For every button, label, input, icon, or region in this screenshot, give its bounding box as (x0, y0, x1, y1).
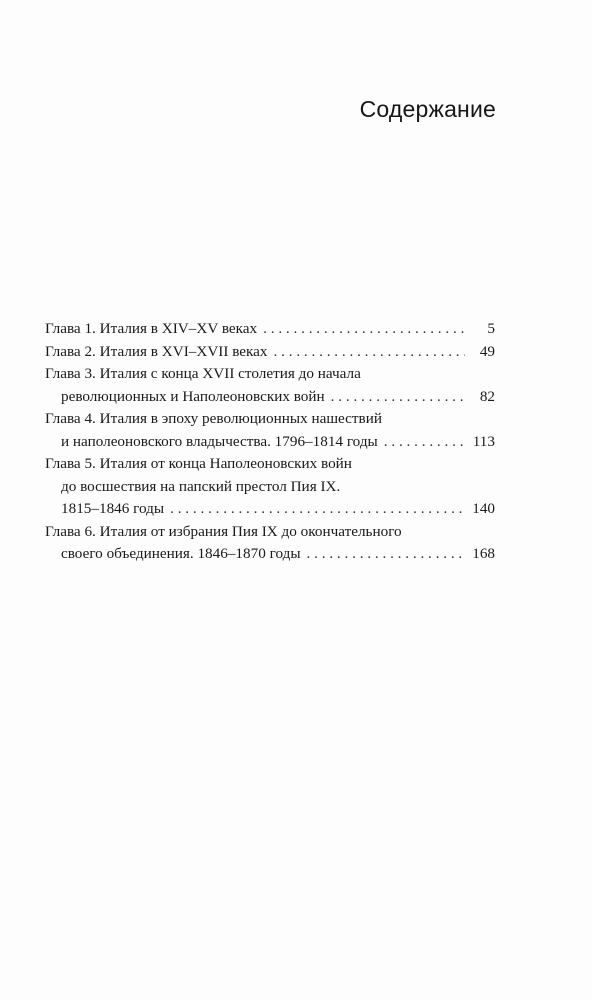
toc-entry-text: 1815–1846 годы (61, 500, 165, 517)
toc-entry-text: Глава 6. Италия от избрания Пия IX до окончательного (45, 522, 402, 540)
toc-entry-text: Глава 3. Италия с конца XVII столетия до начала (45, 365, 361, 382)
toc-entry-text: и наполеоновского владычества. 1796–1814 годы (61, 432, 378, 450)
toc-line (45, 543, 495, 566)
dot-leader (268, 341, 465, 364)
toc-entry-text: Глава 2. Италия в XVI–XVII веках (45, 342, 268, 360)
toc-entry-chapter-4 (45, 408, 495, 453)
toc-line (45, 498, 495, 521)
toc-page-number: 82 (479, 387, 495, 405)
toc-entry-text: Глава 5. Италия от конца Наполеоновских войн (45, 455, 352, 472)
toc-entry-chapter-6 (45, 521, 495, 566)
toc-entry-text: Глава 4. Италия в эпоху революционных нашествий (45, 410, 382, 427)
toc-line (45, 341, 495, 364)
toc-entry-chapter-1 (45, 318, 495, 341)
toc-entry-chapter-2 (45, 341, 495, 364)
toc-page-number: 168 (472, 545, 495, 562)
dot-leader (257, 318, 465, 341)
toc-line (45, 431, 495, 454)
toc-page-number: 140 (472, 500, 495, 517)
dot-leader (378, 431, 465, 454)
toc-page-number: 113 (472, 432, 495, 450)
toc-entry-text: Глава 1. Италия в XIV–XV веках (45, 320, 258, 337)
toc-entry-chapter-5 (45, 453, 495, 521)
toc-page-number: 5 (487, 320, 495, 337)
toc-entry-text: своего объединения. 1846–1870 годы (61, 545, 301, 562)
toc-entry-chapter-3 (45, 363, 495, 408)
dot-leader (301, 543, 465, 566)
dot-leader (325, 386, 465, 409)
page-title: Содержание (359, 96, 496, 122)
toc-entry-text: до восшествия на папский престол Пия IX. (61, 477, 341, 495)
dot-leader (164, 498, 465, 521)
toc-line (45, 318, 495, 341)
toc-line (45, 386, 495, 409)
toc-entry-text: революционных и Наполеоновских войн (61, 387, 325, 405)
toc-page-number: 49 (479, 342, 495, 360)
table-of-contents (45, 318, 495, 566)
